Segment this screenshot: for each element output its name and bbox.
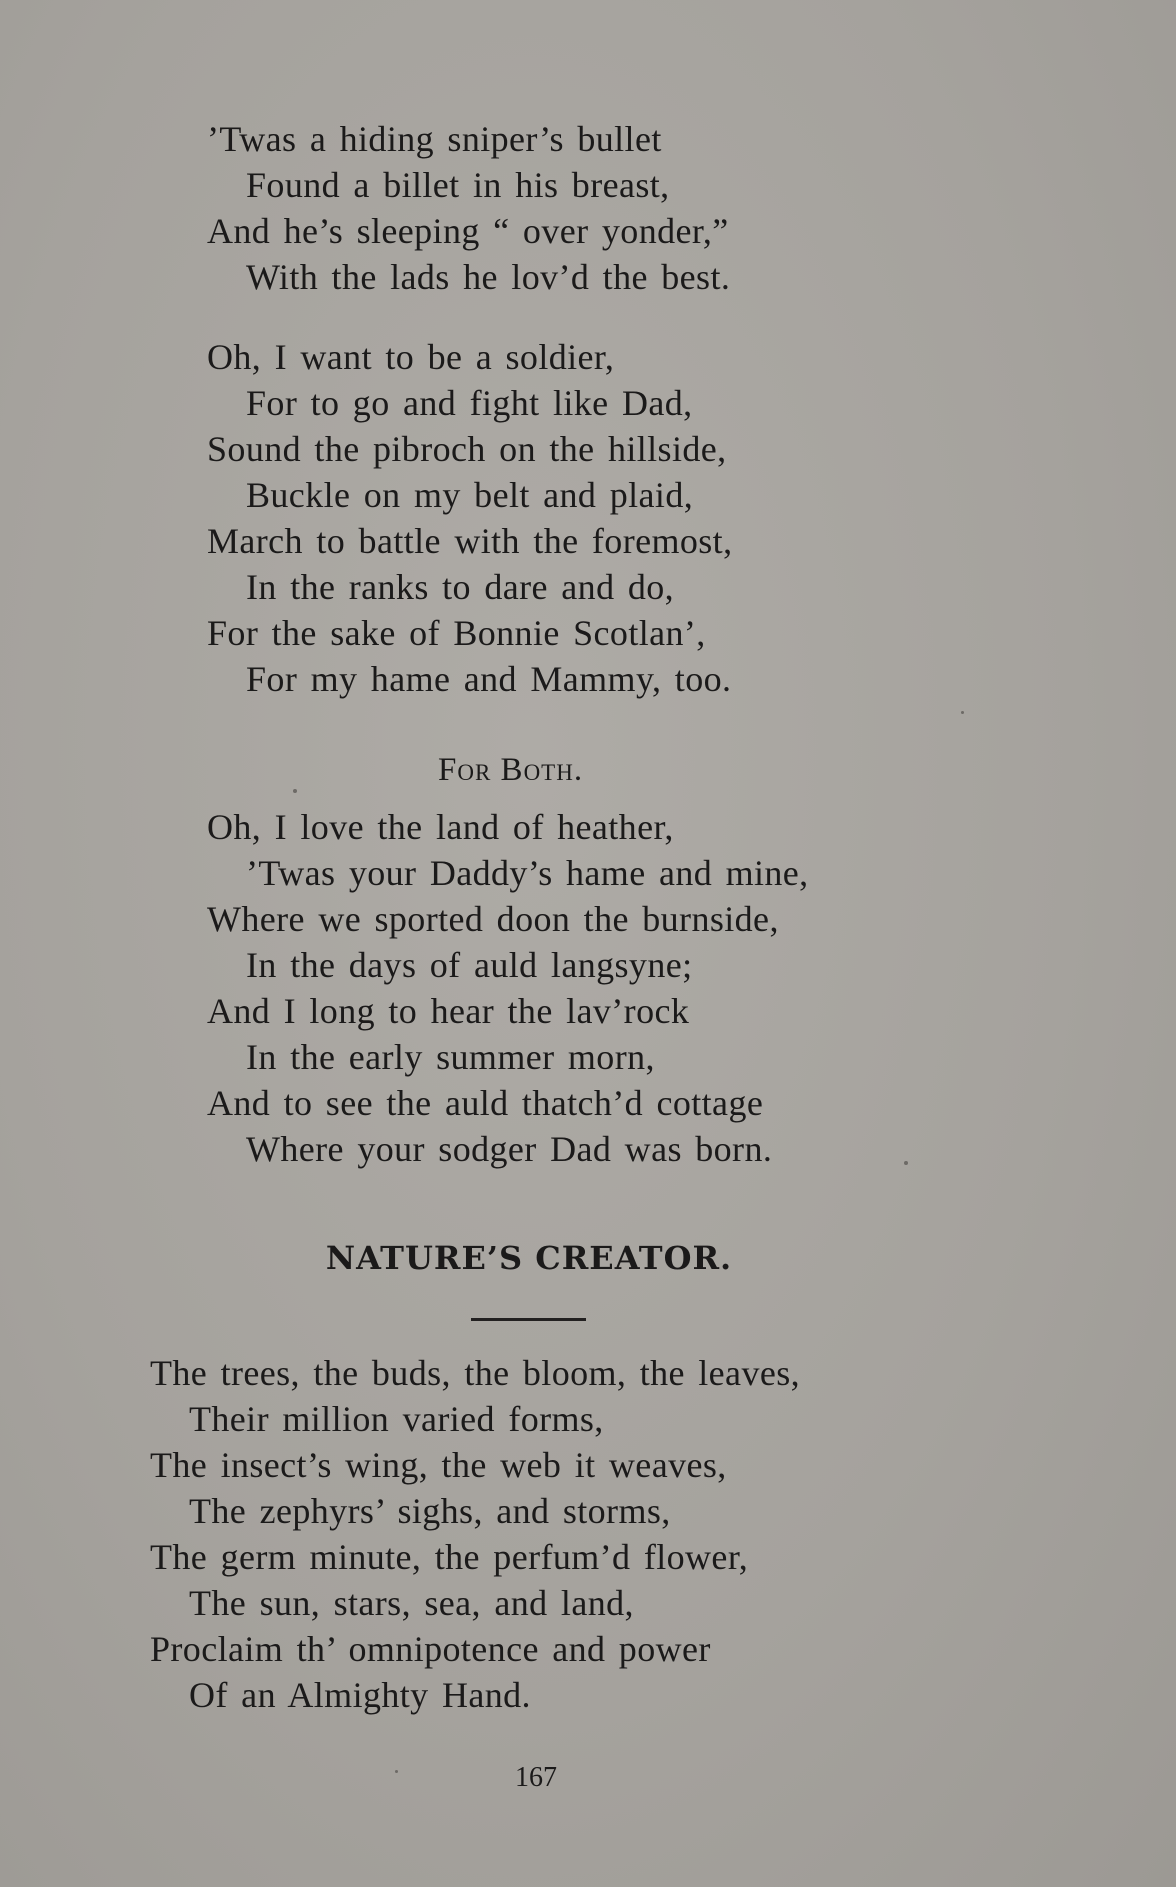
verse-line: For my hame and Mammy, too. — [246, 659, 732, 699]
verse-line: Sound the pibroch on the hillside, — [207, 429, 727, 469]
verse-line: Buckle on my belt and plaid, — [246, 475, 694, 515]
verse-line: ’Twas a hiding sniper’s bullet — [207, 119, 662, 159]
section-heading-for-both: For Both. — [438, 752, 584, 788]
verse-line: Proclaim th’ omnipotence and power — [150, 1629, 711, 1669]
paper-speck — [904, 1161, 908, 1165]
paper-speck — [961, 711, 964, 714]
verse-line: Of an Almighty Hand. — [189, 1675, 531, 1715]
verse-line: In the days of auld langsyne; — [246, 945, 693, 985]
verse-line: For to go and fight like Dad, — [246, 383, 693, 423]
poem-title: NATURE’S CREATOR. — [325, 1239, 733, 1277]
verse-line: With the lads he lov’d the best. — [246, 257, 731, 297]
page-number: 167 — [515, 1762, 557, 1793]
verse-line: In the early summer morn, — [246, 1037, 655, 1077]
verse-line: The germ minute, the perfum’d flower, — [150, 1537, 749, 1577]
verse-line: And to see the auld thatch’d cottage — [207, 1083, 764, 1123]
verse-line: ’Twas your Daddy’s hame and mine, — [246, 853, 809, 893]
verse-line: Where we sported doon the burnside, — [207, 899, 779, 939]
verse-line: Where your sodger Dad was born. — [246, 1129, 773, 1169]
paper-speck — [293, 789, 297, 793]
title-divider — [471, 1318, 586, 1321]
verse-line: Oh, I love the land of heather, — [207, 807, 674, 847]
paper-speck — [395, 1770, 398, 1773]
verse-line: The sun, stars, sea, and land, — [189, 1583, 634, 1623]
verse-line: Their million varied forms, — [189, 1399, 604, 1439]
verse-line: For the sake of Bonnie Scotlan’, — [207, 613, 706, 653]
verse-line: In the ranks to dare and do, — [246, 567, 675, 607]
verse-line: The zephyrs’ sighs, and storms, — [189, 1491, 671, 1531]
verse-line: The insect’s wing, the web it weaves, — [150, 1445, 727, 1485]
verse-line: March to battle with the foremost, — [207, 521, 733, 561]
verse-line: And he’s sleeping “ over yonder,” — [207, 211, 729, 251]
verse-line: Oh, I want to be a soldier, — [207, 337, 615, 377]
verse-line: Found a billet in his breast, — [246, 165, 670, 205]
verse-line: And I long to hear the lav’rock — [207, 991, 690, 1031]
verse-line: The trees, the buds, the bloom, the leaves, — [150, 1353, 801, 1393]
